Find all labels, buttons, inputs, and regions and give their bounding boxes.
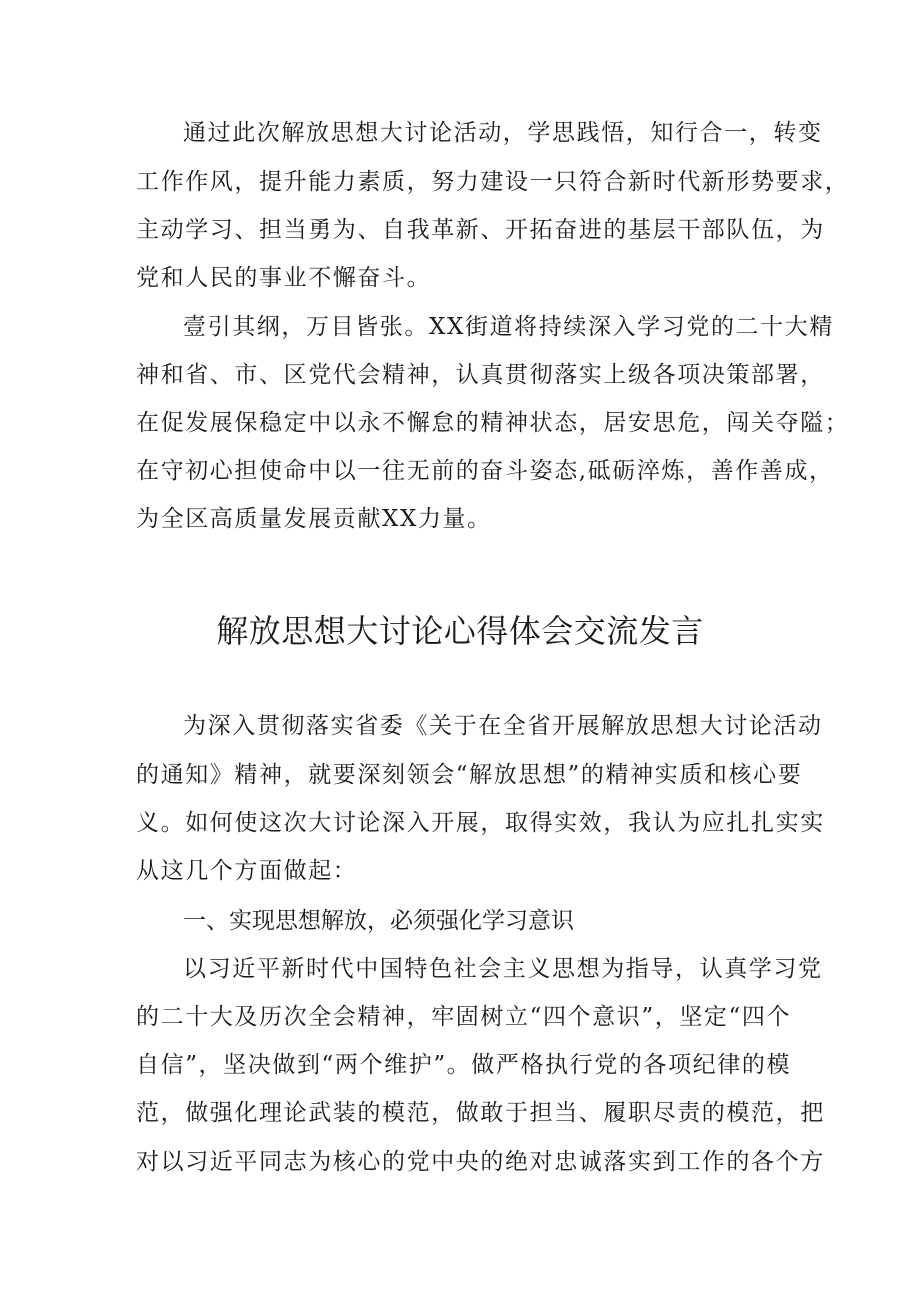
paragraph-line: 义。如何使这次大讨论深入开展，取得实效，我认为应扎扎实实 [136,810,825,836]
paragraph-line: 神和省、市、区党代会精神，认真贯彻落实上级各项决策部署， [136,362,825,388]
paragraph-line: 以习近平新时代中国特色社会主义思想为指导，认真学习党 [183,956,823,982]
paragraph-line: 对以习近平同志为核心的党中央的绝对忠诚落实到工作的各个方 [136,1149,825,1175]
paragraph-line: 主动学习、担当勇为、自我革新、开拓奋进的基层干部队伍，为 [136,217,825,243]
paragraph-line: 在守初心担使命中以一往无前的奋斗姿态,砥砺淬炼，善作善成， [136,458,834,484]
paragraph-line: 通过此次解放思想大讨论活动，学思践悟，知行合一，转变 [183,120,823,146]
document-title: 解放思想大讨论心得体会交流发言 [216,612,704,650]
paragraph-line: 为深入贯彻落实省委《关于在全省开展解放思想大讨论活动 [183,713,823,739]
paragraph-line: 工作作风，提升能力素质，努力建设一只符合新时代新形势要求， [136,169,850,195]
paragraph-line: 党和人民的事业不懈奋斗。 [136,265,432,291]
paragraph-line: 在促发展保稳定中以永不懈怠的精神状态，居安思危，闯关夺隘； [136,410,850,436]
paragraph-line: 的二十大及历次全会精神，牢固树立“四个意识”，坚定“四个 [136,1004,792,1030]
paragraph-line: 范，做强化理论武装的模范，做敢于担当、履职尽责的模范，把 [136,1100,825,1126]
paragraph-line: 的通知》精神，就要深刻领会“解放思想”的精神实质和核心要 [136,762,803,788]
paragraph-line: 为全区高质量发展贡献XX力量。 [136,506,492,532]
paragraph-line: 从这几个方面做起： [136,858,358,884]
paragraph-line: 自信”，坚决做到“两个维护”。做严格执行党的各项纪律的模 [136,1052,792,1078]
paragraph-line: 壹引其纲，万目皆张。XX街道将持续深入学习党的二十大精 [183,314,834,340]
section-heading: 一、实现思想解放，必须强化学习意识 [183,908,574,934]
